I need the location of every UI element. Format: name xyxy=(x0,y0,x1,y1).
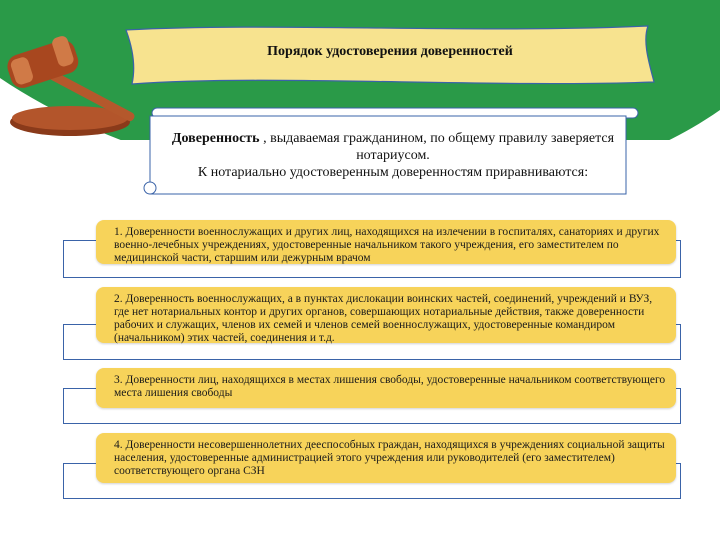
intro-term: Доверенность xyxy=(171,131,260,146)
page-title: Порядок удостоверения доверенностей xyxy=(267,44,513,59)
list-item-1: 1. Доверенности военнослужащих и других лиц, находящихся на излечении в госпиталях, санаториях и других военно-лечебных учреждениях, удостоверенные начальником такого учреждения, его заместителем по медицинской части, старшим или дежурным врачом xyxy=(96,220,676,264)
intro-text xyxy=(160,130,626,181)
list-item-3: 3. Доверенности лиц, находящихся в местах лишения свободы, удостоверенные начальником соответствующего места лишения свободы xyxy=(96,368,676,408)
list-item-2: 2. Доверенность военнослужащих, а в пунктах дислокации воинских частей, соединений, учреждений и ВУЗ, где нет нотариальных контор и других органов, совершающих нотариальные действия, также доверенности рабочих и служащих, членов их семей и членов семей военнослужащих, удостоверенные командиром (начальником) этих частей, соединения и т.д. xyxy=(96,287,676,343)
intro-line1-rest: , выдаваемая гражданином, по общему правилу заверяется нотариусом. xyxy=(259,131,615,163)
intro-line2: К нотариально удостоверенным доверенностям приравниваются: xyxy=(197,165,589,180)
list-item-4: 4. Доверенности несовершеннолетних дееспособных граждан, находящихся в учреждениях социальной защиты населения, удостоверенные администрацией этого учреждения или руководителей (его заместителем) соответствующего органа СЗН xyxy=(96,433,676,483)
